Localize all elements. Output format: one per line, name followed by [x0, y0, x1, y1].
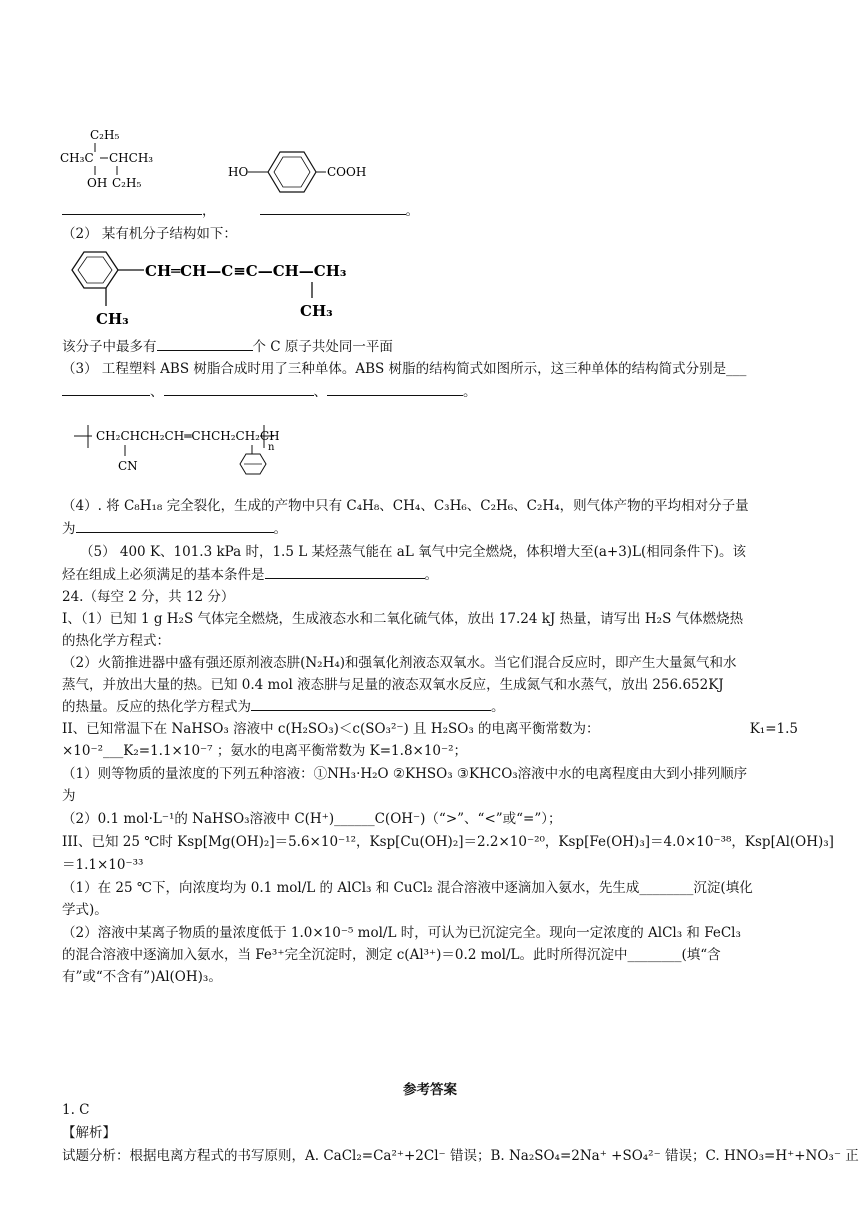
structure-hydroxybenzoic-acid [228, 140, 378, 200]
q3-sep-1: 、 [150, 384, 164, 400]
q5-end: 。 [424, 567, 438, 583]
q2-text-a: 该分子中最多有 [62, 339, 157, 355]
question-2-text [62, 338, 393, 356]
q24-II-line-2: ×10⁻²___K₂=1.1×10⁻⁷ ；氨水的电离平衡常数为 K=1.8×10⁻²； [62, 743, 468, 759]
struct3-chain: CH═CH—C≡C—CH—CH₃ [145, 262, 347, 280]
q24-III2-line-2: 的混合溶液中逐滴加入氨水，当 Fe³⁺完全沉淀时，测定 c(Al³⁺)＝0.2 mol/L。此时所得沉淀中________(填“含 [62, 947, 721, 963]
question-3-text: （3） 工程塑料 ABS 树脂合成时用了三种单体。ABS 树脂的结构简式如图所示，这三种单体的结构简式分别是___ [62, 361, 747, 377]
comma: ， [202, 203, 216, 219]
struct2-cooh: COOH [327, 165, 367, 179]
answer-1: 1. C [62, 1102, 90, 1118]
q24-III2-line-1: （2）溶液中某离子物质的量浓度低于 1.0×10⁻⁵ mol/L 时，可认为已沉淀完全。现向一定浓度的 AlCl₃ 和 FeCl₃ [62, 925, 741, 941]
struct1-chch3: CHCH₃ [109, 151, 154, 165]
struct4-main: CH₂CHCH₂CH═CHCH₂CH₂CH [96, 429, 280, 443]
question-3-blanks [62, 383, 477, 401]
struct1-c2h5-top: C₂H₅ [90, 128, 120, 142]
structure-alkyne-molecule [62, 248, 402, 332]
answer-section-title: 参考答案 [403, 1082, 457, 1098]
q3-end: 。 [463, 384, 477, 400]
i2-c: 的热量。反应的热化学方程式为 [62, 699, 251, 715]
struct1-oh: OH [87, 176, 108, 190]
q24-III-line-2: ＝1.1×10⁻³³ [62, 857, 144, 873]
answer-blanks-row-1 [62, 202, 419, 220]
struct1-ch3c: CH₃C [60, 151, 94, 165]
q5-b: 烃在组成上必须满足的基本条件是 [62, 567, 265, 583]
question-4-line-1: （4）. 将 C₈H₁₈ 完全裂化，生成的产物中只有 C₄H₈、CH₄、C₃H₆、C₂H₆、C₂H₄，则气体产物的平均相对分子量 [62, 498, 749, 514]
answer-analysis: 试题分析：根据电离方程式的书写原则，A. CaCl₂=Ca²⁺+2Cl⁻ 错误；B. Na₂SO₄=2Na⁺ +SO₄²⁻ 错误；C. HNO₃=H⁺+NO₃⁻ 正 [62, 1148, 859, 1164]
q24-III2-line-3: 有”或“不含有”)Al(OH)₃。 [62, 969, 222, 985]
q24-I2-line-2: 蒸气，并放出大量的热。已知 0.4 mol 液态肼与足量的液态双氧水反应，生成氮气和水蒸气，放出 256.652KJ [62, 677, 724, 693]
q24-II1-line-1: （1）则等物质的量浓度的下列五种溶液：①NH₃·H₂O ②KHSO₃ ③KHCO₃溶液中水的电离程度由大到小排列顺序 [62, 766, 748, 782]
question-24-heading: 24.（每空 2 分，共 12 分） [62, 589, 235, 605]
struct3-ch3-branch: CH₃ [300, 302, 333, 320]
q24-III-line-1: III、已知 25 ℃时 Ksp[Mg(OH)₂]＝5.6×10⁻¹²，Ksp[Cu(OH)₂]＝2.2×10⁻²⁰，Ksp[Fe(OH)₃]＝4.0×10⁻³⁸，Ksp[Al(OH)₃] [62, 834, 834, 850]
structure-abs-resin [70, 420, 300, 488]
q24-III1-line-1: （1）在 25 ℃下，向浓度均为 0.1 mol/L 的 AlCl₃ 和 CuCl₂ 混合溶液中逐滴加入氨水，先生成________沉淀(填化 [62, 880, 753, 896]
q24-II2: （2）0.1 mol·L⁻¹的 NaHSO₃溶液中 C(H⁺)______C(OH⁻)（“>”、“<”或“=”）； [62, 811, 562, 827]
q4-end: 。 [273, 521, 287, 537]
struct1-c2h5-bot: C₂H₅ [112, 176, 142, 190]
q24-I1-line-1: I、（1）已知 1 g H₂S 气体完全燃烧，生成液态水和二氧化硫气体，放出 17.24 kJ 热量，请写出 H₂S 气体燃烧热 [62, 611, 744, 627]
q24-I1-line-2: 的热化学方程式： [62, 633, 170, 649]
question-4-line-2 [62, 520, 287, 538]
q3-sep-2: 、 [313, 384, 327, 400]
question-5-line-2 [62, 566, 438, 584]
struct3-ch3-ring: CH₃ [96, 310, 129, 328]
period: 。 [405, 203, 419, 219]
q24-I2-line-1: （2）火箭推进器中盛有强还原剂液态肼(N₂H₄)和强氧化剂液态双氧水。当它们混合反应时，即产生大量氮气和水 [62, 655, 737, 671]
question-5-line-1: （5） 400 K、101.3 kPa 时，1.5 L 某烃蒸气能在 aL 氧气中完全燃烧，体积增大至(a+3)L(相同条件下)。该 [80, 544, 747, 560]
q24-II-k1: K₁=1.5 [749, 721, 798, 737]
struct4-cn: CN [118, 459, 138, 473]
q24-III1-line-2: 学式)。 [62, 902, 108, 918]
q24-I2-line-3 [62, 698, 505, 716]
q2-text-b: 个 C 原子共处同一平面 [252, 339, 393, 355]
q24-II-line-1: II、已知常温下在 NaHSO₃ 溶液中 c(H₂SO₃)＜c(SO₃²⁻) 且 H₂SO₃ 的电离平衡常数为： [62, 721, 600, 737]
struct2-ho: HO [228, 165, 249, 179]
structure-alcohol [60, 125, 170, 195]
i2-end: 。 [491, 699, 505, 715]
question-2-heading: （2） 某有机分子结构如下： [62, 226, 237, 242]
answer-jiexi-label: 【解析】 [62, 1125, 116, 1141]
struct4-n: n [268, 442, 275, 453]
q4-b: 为 [62, 521, 76, 537]
q24-II1-line-2: 为 [62, 788, 76, 804]
